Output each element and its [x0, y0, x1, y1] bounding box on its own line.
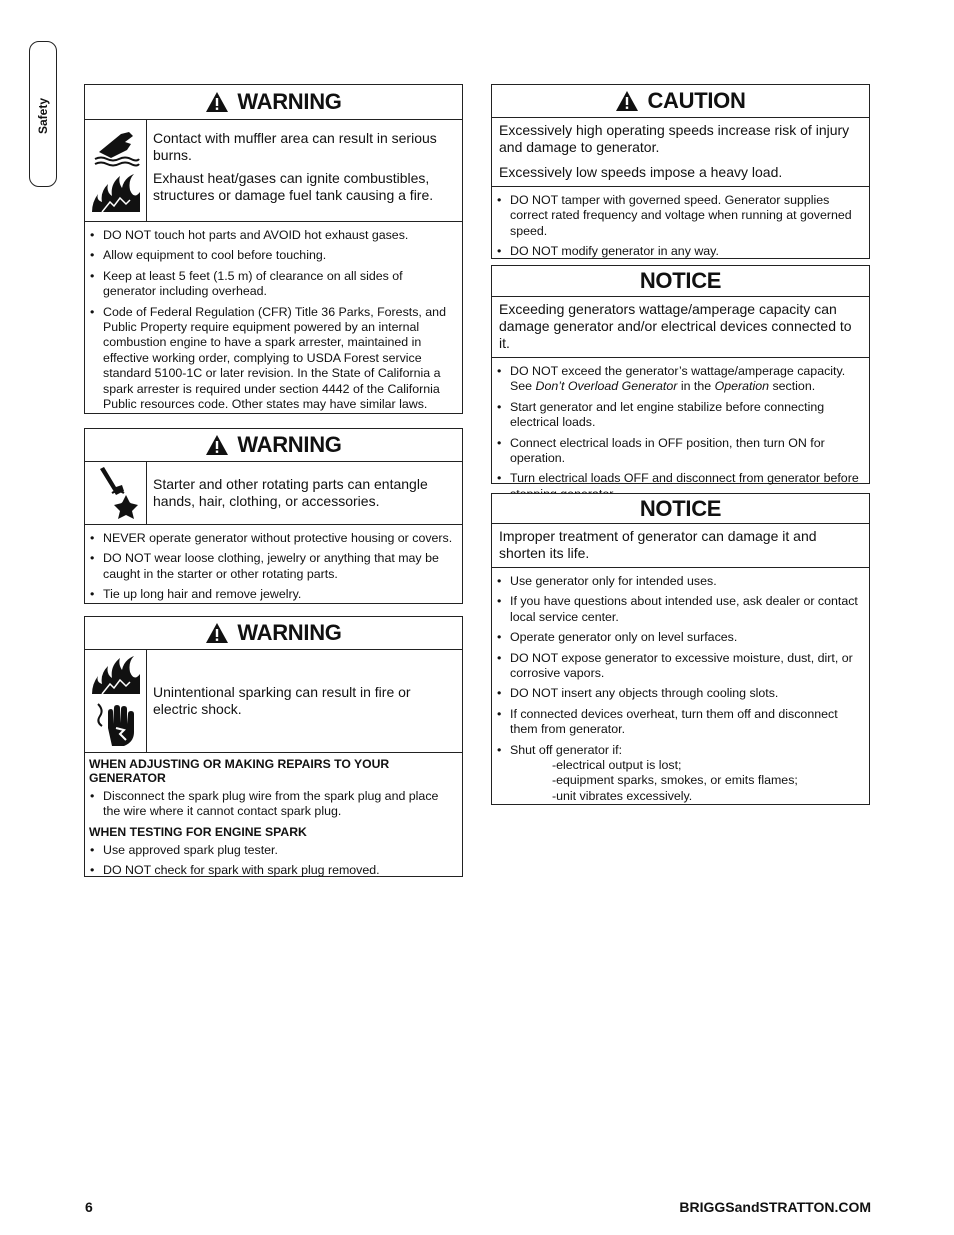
list-item: • Use approved spark plug tester. [103, 843, 456, 858]
notice-header [492, 266, 869, 297]
warning-bullets [85, 222, 462, 421]
caution-intro-line: Excessively low speeds impose a heavy load. [499, 164, 783, 180]
electric-shock-icon [94, 700, 138, 748]
warning-icon-column [85, 462, 147, 524]
warning-box-sparking [84, 616, 463, 877]
alert-triangle-icon [205, 434, 229, 456]
side-tab-label: Safety [36, 97, 50, 135]
list-item: • Disconnect the spark plug wire from the spark plug and place the wire where it cannot contact spark plug. [103, 789, 456, 820]
notice-bullets [492, 568, 869, 813]
list-item: • DO NOT wear loose clothing, jewelry or anything that may be caught in the starter or other rotating parts. [103, 551, 456, 582]
caution-intro-line: Excessively high operating speeds increase risk of injury and damage to generator. [499, 122, 850, 155]
text-span: in the [677, 379, 715, 394]
shutoff-condition: -equipment sparks, smokes, or emits flames; [552, 773, 798, 788]
warning-bullets [85, 787, 462, 820]
list-item: • DO NOT modify generator in any way. [510, 244, 863, 259]
list-item: • Use generator only for intended uses. [510, 574, 863, 589]
warning-message [147, 650, 462, 752]
warning-header [85, 85, 462, 120]
notice-title: NOTICE [639, 495, 722, 521]
list-item: • Start generator and let engine stabilize before connecting electrical loads. [510, 400, 863, 431]
list-item: • Connect electrical loads in OFF position, then turn ON for operation. [510, 436, 863, 467]
list-item: • Allow equipment to cool before touching. [103, 248, 456, 263]
shutoff-condition: -electrical output is lost; [552, 758, 682, 773]
fire-icon [90, 172, 142, 214]
list-item: • DO NOT insert any objects through cooling slots. [510, 686, 863, 701]
page-number: 6 [85, 1199, 93, 1215]
warning-icon-column [85, 120, 147, 221]
caution-box-speed [491, 84, 870, 259]
text-emphasis: Operation [714, 379, 770, 394]
warning-box-rotating-parts [84, 428, 463, 604]
list-item: • If you have questions about intended use, ask dealer or contact local service center. [510, 594, 863, 625]
alert-triangle-icon [205, 622, 229, 644]
warning-message-line: Unintentional sparking can result in fire or electric shock. [153, 684, 411, 717]
shutoff-condition: -unit vibrates excessively. [552, 788, 693, 803]
notice-box-treatment [491, 493, 870, 805]
warning-bullets [85, 841, 462, 888]
notice-header [492, 494, 869, 524]
warning-message-row [85, 462, 462, 525]
list-item: • Tie up long hair and remove jewelry. [103, 587, 456, 602]
list-item: • DO NOT check for spark with spark plug removed. [103, 863, 456, 878]
warning-message-line: Starter and other rotating parts can entangle hands, hair, clothing, or accessories. [153, 476, 428, 509]
caution-intro [492, 118, 869, 187]
warning-title: WARNING [237, 432, 342, 457]
warning-bullets [85, 525, 462, 612]
notice-intro: Improper treatment of generator can damage it and shorten its life. [492, 524, 869, 568]
notice-bullets [492, 358, 869, 511]
alert-triangle-icon [205, 91, 229, 113]
text-emphasis: Don’t Overload Generator [535, 379, 678, 394]
text-span: Shut off generator if: [510, 742, 623, 757]
list-item: • Code of Federal Regulation (CFR) Title 36 Parks, Forests, and Public Property require equipment powered by an internal combustion engine to have a spark arrester, maintained in effective working order, complying to USDA Forest service standard 5100-1C or later revision. In the State of California a spark arrester is required under section 4442 of the California Public resources code. Other states may have similar laws. [103, 305, 456, 413]
warning-message-row [85, 120, 462, 222]
list-item: • DO NOT touch hot parts and AVOID hot exhaust gases. [103, 228, 456, 243]
entanglement-icon [94, 465, 138, 521]
warning-message-row [85, 650, 462, 753]
warning-message [147, 120, 462, 221]
warning-title: WARNING [237, 89, 342, 114]
list-item: • Keep at least 5 feet (1.5 m) of clearance on all sides of generator including overhead. [103, 269, 456, 300]
warning-icon-column [85, 650, 147, 752]
warning-message-line: Exhaust heat/gases can ignite combustibles, structures or damage fuel tank causing a fire. [153, 170, 434, 203]
warning-title: WARNING [237, 620, 342, 645]
warning-message-line: Contact with muffler area can result in serious burns. [153, 130, 437, 163]
warning-header [85, 429, 462, 462]
list-item: • If connected devices overheat, turn them off and disconnect them from generator. [510, 707, 863, 738]
list-item: • Turn electrical loads OFF and disconnect from generator before [510, 471, 863, 502]
warning-message [147, 462, 462, 524]
list-item [510, 364, 863, 395]
list-item [510, 743, 863, 805]
alert-triangle-icon [615, 90, 639, 112]
hot-surface-icon [91, 128, 141, 168]
caution-header [492, 85, 869, 118]
fire-icon [90, 654, 142, 696]
notice-title: NOTICE [639, 268, 722, 293]
section-heading: WHEN ADJUSTING OR MAKING REPAIRS TO YOUR GENERATOR [89, 757, 390, 785]
section-heading: WHEN TESTING FOR ENGINE SPARK [89, 824, 307, 839]
notice-box-capacity [491, 265, 870, 484]
footer-website: BRIGGSandSTRATTON.COM [679, 1199, 871, 1215]
text-span: section. [769, 379, 816, 394]
text-span: DO NOT exceed the generator’s wattage/amperage capacity. See [510, 364, 846, 394]
side-tab [29, 41, 57, 187]
list-item: • DO NOT expose generator to excessive moisture, dust, dirt, or corrosive vapors. [510, 651, 863, 682]
caution-bullets [492, 187, 869, 269]
list-item: • DO NOT tamper with governed speed. Generator supplies correct rated frequency and voltage when running at governed speed. [510, 193, 863, 239]
warning-box-muffler [84, 84, 463, 414]
list-item: • Operate generator only on level surfaces. [510, 630, 863, 645]
warning-header [85, 617, 462, 650]
caution-title: CAUTION [647, 88, 746, 113]
list-item: • NEVER operate generator without protective housing or covers. [103, 531, 456, 546]
notice-intro: Exceeding generators wattage/amperage capacity can damage generator and/or electrical devices connected to it. [492, 297, 869, 358]
